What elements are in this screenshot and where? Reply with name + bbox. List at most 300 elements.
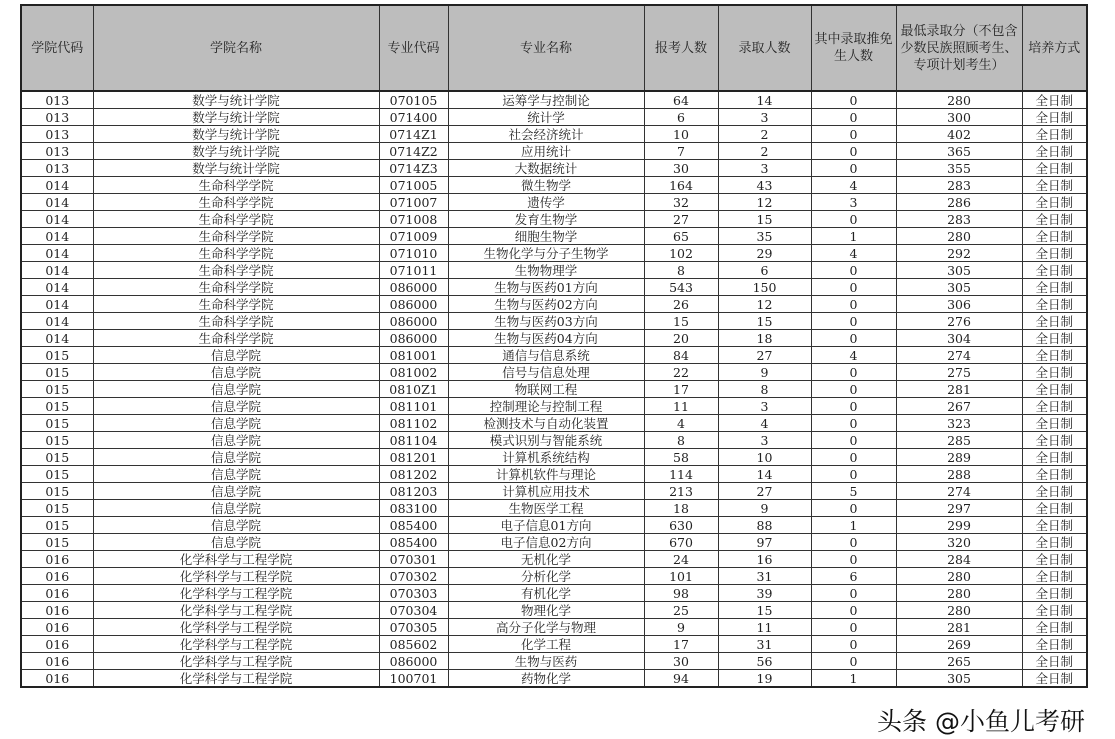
table-cell: 299 (896, 517, 1022, 534)
watermark: 头条 @小鱼儿考研 (877, 707, 1085, 736)
table-cell: 0 (811, 279, 896, 296)
table-cell: 292 (896, 245, 1022, 262)
table-cell: 0 (811, 415, 896, 432)
table-cell: 全日制 (1022, 313, 1087, 330)
table-cell: 630 (644, 517, 718, 534)
table-row (21, 602, 1087, 619)
table-cell: 全日制 (1022, 245, 1087, 262)
table-cell: 信息学院 (93, 483, 379, 500)
table-cell: 0 (811, 160, 896, 177)
table-cell: 64 (644, 91, 718, 109)
table-cell: 0 (811, 143, 896, 160)
table-cell: 015 (21, 483, 93, 500)
table-cell: 65 (644, 228, 718, 245)
table-cell: 3 (718, 109, 811, 126)
table-cell: 0 (811, 636, 896, 653)
table-cell: 081101 (379, 398, 448, 415)
table-cell: 0 (811, 262, 896, 279)
table-cell: 数学与统计学院 (93, 160, 379, 177)
table-cell: 98 (644, 585, 718, 602)
table-cell: 31 (718, 636, 811, 653)
table-cell: 4 (811, 177, 896, 194)
table-cell: 016 (21, 585, 93, 602)
table-cell: 全日制 (1022, 449, 1087, 466)
table-cell: 015 (21, 432, 93, 449)
table-cell: 物理化学 (448, 602, 644, 619)
table-row (21, 585, 1087, 602)
table-cell: 276 (896, 313, 1022, 330)
table-cell: 39 (718, 585, 811, 602)
table-cell: 015 (21, 415, 93, 432)
table-row (21, 415, 1087, 432)
table-cell: 267 (896, 398, 1022, 415)
table-cell: 016 (21, 619, 93, 636)
table-cell: 全日制 (1022, 636, 1087, 653)
table-cell: 15 (644, 313, 718, 330)
table-cell: 014 (21, 330, 93, 347)
table-row (21, 551, 1087, 568)
table-cell: 269 (896, 636, 1022, 653)
table-cell: 统计学 (448, 109, 644, 126)
table-cell: 15 (718, 602, 811, 619)
table-cell: 288 (896, 466, 1022, 483)
table-cell: 信息学院 (93, 347, 379, 364)
table-cell: 071011 (379, 262, 448, 279)
table-cell: 27 (718, 483, 811, 500)
table-cell: 20 (644, 330, 718, 347)
table-cell: 6 (718, 262, 811, 279)
table-cell: 生命科学学院 (93, 211, 379, 228)
table-row (21, 313, 1087, 330)
table-cell: 5 (811, 483, 896, 500)
table-cell: 670 (644, 534, 718, 551)
table-cell: 全日制 (1022, 619, 1087, 636)
table-cell: 086000 (379, 296, 448, 313)
table-cell: 0 (811, 653, 896, 670)
table-cell: 信息学院 (93, 449, 379, 466)
table-cell: 17 (644, 636, 718, 653)
column-header: 学院代码 (21, 5, 93, 91)
table-cell: 化学科学与工程学院 (93, 670, 379, 688)
table-cell: 24 (644, 551, 718, 568)
table-cell: 模式识别与智能系统 (448, 432, 644, 449)
table-cell: 014 (21, 177, 93, 194)
table-cell: 0810Z1 (379, 381, 448, 398)
table-cell: 全日制 (1022, 415, 1087, 432)
table-cell: 全日制 (1022, 91, 1087, 109)
table-cell: 计算机应用技术 (448, 483, 644, 500)
table-row (21, 91, 1087, 109)
table-cell: 280 (896, 585, 1022, 602)
table-cell: 9 (718, 364, 811, 381)
table-cell: 014 (21, 245, 93, 262)
table-cell: 014 (21, 194, 93, 211)
table-cell: 12 (718, 194, 811, 211)
table-cell: 2 (718, 126, 811, 143)
table-cell: 全日制 (1022, 330, 1087, 347)
table-cell: 071010 (379, 245, 448, 262)
table-cell: 071400 (379, 109, 448, 126)
table-row (21, 568, 1087, 585)
table-cell: 27 (718, 347, 811, 364)
table-cell: 全日制 (1022, 211, 1087, 228)
table-cell: 全日制 (1022, 279, 1087, 296)
table-cell: 应用统计 (448, 143, 644, 160)
table-cell: 检测技术与自动化装置 (448, 415, 644, 432)
table-cell: 全日制 (1022, 109, 1087, 126)
table-cell: 280 (896, 228, 1022, 245)
table-cell: 015 (21, 534, 93, 551)
table-cell: 283 (896, 211, 1022, 228)
table-row (21, 364, 1087, 381)
table-cell: 281 (896, 381, 1022, 398)
table-row (21, 177, 1087, 194)
table-cell: 全日制 (1022, 517, 1087, 534)
table-cell: 355 (896, 160, 1022, 177)
table-cell: 数学与统计学院 (93, 143, 379, 160)
table-cell: 083100 (379, 500, 448, 517)
column-header: 录取人数 (718, 5, 811, 91)
table-cell: 全日制 (1022, 228, 1087, 245)
column-header: 培养方式 (1022, 5, 1087, 91)
table-cell: 013 (21, 126, 93, 143)
table-cell: 生命科学学院 (93, 330, 379, 347)
table-cell: 305 (896, 279, 1022, 296)
table-cell: 全日制 (1022, 126, 1087, 143)
table-cell: 全日制 (1022, 143, 1087, 160)
table-cell: 化学科学与工程学院 (93, 619, 379, 636)
table-cell: 1 (811, 228, 896, 245)
table-row (21, 211, 1087, 228)
table-cell: 计算机系统结构 (448, 449, 644, 466)
table-cell: 97 (718, 534, 811, 551)
table-cell: 0 (811, 313, 896, 330)
table-cell: 分析化学 (448, 568, 644, 585)
table-cell: 生命科学学院 (93, 262, 379, 279)
table-cell: 016 (21, 568, 93, 585)
table-cell: 4 (811, 245, 896, 262)
table-cell: 全日制 (1022, 296, 1087, 313)
table-cell: 信息学院 (93, 381, 379, 398)
table-cell: 015 (21, 398, 93, 415)
table-cell: 12 (718, 296, 811, 313)
header-row (21, 5, 1087, 91)
table-cell: 全日制 (1022, 602, 1087, 619)
table-row (21, 296, 1087, 313)
table-cell: 085602 (379, 636, 448, 653)
table-cell: 274 (896, 483, 1022, 500)
table-row (21, 330, 1087, 347)
table-cell: 0 (811, 296, 896, 313)
table-row (21, 483, 1087, 500)
table-cell: 071007 (379, 194, 448, 211)
table-cell: 081001 (379, 347, 448, 364)
table-cell: 071009 (379, 228, 448, 245)
table-cell: 320 (896, 534, 1022, 551)
table-cell: 26 (644, 296, 718, 313)
table-cell: 114 (644, 466, 718, 483)
table-cell: 0 (811, 364, 896, 381)
table-cell: 323 (896, 415, 1022, 432)
table-cell: 化学科学与工程学院 (93, 568, 379, 585)
table-cell: 280 (896, 602, 1022, 619)
table-cell: 081203 (379, 483, 448, 500)
table-cell: 22 (644, 364, 718, 381)
table-cell: 全日制 (1022, 347, 1087, 364)
table-cell: 数学与统计学院 (93, 91, 379, 109)
table-cell: 070302 (379, 568, 448, 585)
table-cell: 7 (644, 143, 718, 160)
table-cell: 全日制 (1022, 160, 1087, 177)
table-cell: 086000 (379, 279, 448, 296)
admission-table (20, 4, 1088, 688)
table-cell: 283 (896, 177, 1022, 194)
table-cell: 543 (644, 279, 718, 296)
table-cell: 14 (718, 466, 811, 483)
table-cell: 2 (718, 143, 811, 160)
table-cell: 0 (811, 500, 896, 517)
table-cell: 014 (21, 211, 93, 228)
column-header: 专业代码 (379, 5, 448, 91)
table-cell: 015 (21, 500, 93, 517)
table-cell: 药物化学 (448, 670, 644, 688)
table-cell: 013 (21, 91, 93, 109)
table-cell: 11 (718, 619, 811, 636)
table-cell: 信息学院 (93, 398, 379, 415)
table-cell: 070305 (379, 619, 448, 636)
table-cell: 0 (811, 534, 896, 551)
table-cell: 遗传学 (448, 194, 644, 211)
table-cell: 085400 (379, 534, 448, 551)
table-cell: 081202 (379, 466, 448, 483)
table-row (21, 398, 1087, 415)
table-cell: 大数据统计 (448, 160, 644, 177)
table-cell: 6 (644, 109, 718, 126)
table-cell: 物联网工程 (448, 381, 644, 398)
table-row (21, 143, 1087, 160)
table-cell: 生命科学学院 (93, 194, 379, 211)
table-cell: 013 (21, 160, 93, 177)
table-cell: 281 (896, 619, 1022, 636)
table-cell: 全日制 (1022, 568, 1087, 585)
table-cell: 运筹学与控制论 (448, 91, 644, 109)
table-cell: 070303 (379, 585, 448, 602)
table-row (21, 126, 1087, 143)
table-row (21, 245, 1087, 262)
table-cell: 生物与医药02方向 (448, 296, 644, 313)
table-cell: 0 (811, 109, 896, 126)
table-cell: 43 (718, 177, 811, 194)
table-row (21, 636, 1087, 653)
table-row (21, 619, 1087, 636)
table-cell: 社会经济统计 (448, 126, 644, 143)
table-cell: 信息学院 (93, 466, 379, 483)
table-cell: 生命科学学院 (93, 245, 379, 262)
table-cell: 信息学院 (93, 517, 379, 534)
table-cell: 全日制 (1022, 483, 1087, 500)
table-cell: 10 (718, 449, 811, 466)
table-cell: 070304 (379, 602, 448, 619)
table-cell: 305 (896, 670, 1022, 688)
table-cell: 1 (811, 670, 896, 688)
table-row (21, 228, 1087, 245)
table-cell: 014 (21, 262, 93, 279)
table-cell: 0 (811, 619, 896, 636)
table-cell: 信息学院 (93, 364, 379, 381)
table-row (21, 381, 1087, 398)
table-cell: 无机化学 (448, 551, 644, 568)
table-cell: 0714Z1 (379, 126, 448, 143)
table-cell: 3 (718, 432, 811, 449)
table-cell: 电子信息01方向 (448, 517, 644, 534)
table-cell: 016 (21, 551, 93, 568)
table-cell: 信息学院 (93, 432, 379, 449)
table-cell: 275 (896, 364, 1022, 381)
table-cell: 有机化学 (448, 585, 644, 602)
table-cell: 生物与医药04方向 (448, 330, 644, 347)
table-cell: 18 (644, 500, 718, 517)
table-row (21, 279, 1087, 296)
table-cell: 10 (644, 126, 718, 143)
table-cell: 生物化学与分子生物学 (448, 245, 644, 262)
table-cell: 014 (21, 228, 93, 245)
table-cell: 15 (718, 313, 811, 330)
table-cell: 全日制 (1022, 177, 1087, 194)
table-row (21, 160, 1087, 177)
table-cell: 生命科学学院 (93, 177, 379, 194)
table-cell: 0714Z3 (379, 160, 448, 177)
table-cell: 4 (718, 415, 811, 432)
table-cell: 30 (644, 653, 718, 670)
table-cell: 94 (644, 670, 718, 688)
table-cell: 015 (21, 364, 93, 381)
table-row (21, 347, 1087, 364)
table-cell: 086000 (379, 330, 448, 347)
table-cell: 015 (21, 466, 93, 483)
table-row (21, 517, 1087, 534)
table-cell: 生命科学学院 (93, 279, 379, 296)
table-cell: 14 (718, 91, 811, 109)
table-cell: 细胞生物学 (448, 228, 644, 245)
table-cell: 015 (21, 517, 93, 534)
table-row (21, 194, 1087, 211)
table-cell: 88 (718, 517, 811, 534)
table-cell: 化学科学与工程学院 (93, 551, 379, 568)
table-cell: 0 (811, 602, 896, 619)
table-cell: 086000 (379, 313, 448, 330)
table-cell: 15 (718, 211, 811, 228)
table-cell: 0714Z2 (379, 143, 448, 160)
table-cell: 101 (644, 568, 718, 585)
table-cell: 化学工程 (448, 636, 644, 653)
table-cell: 数学与统计学院 (93, 126, 379, 143)
table-cell: 高分子化学与物理 (448, 619, 644, 636)
table-cell: 化学科学与工程学院 (93, 636, 379, 653)
table-cell: 全日制 (1022, 398, 1087, 415)
table-row (21, 653, 1087, 670)
table-cell: 070301 (379, 551, 448, 568)
table-cell: 284 (896, 551, 1022, 568)
table-cell: 0 (811, 91, 896, 109)
table-cell: 全日制 (1022, 381, 1087, 398)
table-cell: 015 (21, 449, 93, 466)
table-row (21, 262, 1087, 279)
table-cell: 信息学院 (93, 415, 379, 432)
table-cell: 265 (896, 653, 1022, 670)
table-cell: 085400 (379, 517, 448, 534)
table-cell: 102 (644, 245, 718, 262)
table-cell: 生物与医药01方向 (448, 279, 644, 296)
table-cell: 3 (718, 160, 811, 177)
table-cell: 071008 (379, 211, 448, 228)
table-cell: 29 (718, 245, 811, 262)
table-cell: 27 (644, 211, 718, 228)
table-cell: 164 (644, 177, 718, 194)
table-cell: 8 (644, 262, 718, 279)
table-cell: 081002 (379, 364, 448, 381)
table-row (21, 500, 1087, 517)
table-cell: 289 (896, 449, 1022, 466)
table-cell: 0 (811, 449, 896, 466)
column-header: 专业名称 (448, 5, 644, 91)
table-cell: 全日制 (1022, 466, 1087, 483)
column-header: 学院名称 (93, 5, 379, 91)
table-row (21, 449, 1087, 466)
table-cell: 16 (718, 551, 811, 568)
table-row (21, 432, 1087, 449)
table-cell: 生物物理学 (448, 262, 644, 279)
table-cell: 014 (21, 296, 93, 313)
table-cell: 生物医学工程 (448, 500, 644, 517)
table-cell: 0 (811, 211, 896, 228)
table-cell: 35 (718, 228, 811, 245)
table-cell: 信息学院 (93, 534, 379, 551)
table-cell: 生命科学学院 (93, 313, 379, 330)
table-cell: 0 (811, 398, 896, 415)
table-cell: 化学科学与工程学院 (93, 653, 379, 670)
table-cell: 电子信息02方向 (448, 534, 644, 551)
table-cell: 402 (896, 126, 1022, 143)
column-header: 最低录取分（不包含少数民族照顾考生、专项计划考生） (896, 5, 1022, 91)
table-cell: 280 (896, 568, 1022, 585)
table-cell: 56 (718, 653, 811, 670)
table-cell: 070105 (379, 91, 448, 109)
table-cell: 016 (21, 602, 93, 619)
table-cell: 304 (896, 330, 1022, 347)
column-header: 报考人数 (644, 5, 718, 91)
table-cell: 18 (718, 330, 811, 347)
table-cell: 58 (644, 449, 718, 466)
table-cell: 365 (896, 143, 1022, 160)
table-cell: 3 (811, 194, 896, 211)
table-cell: 8 (718, 381, 811, 398)
table-cell: 0 (811, 551, 896, 568)
table-cell: 305 (896, 262, 1022, 279)
table-row (21, 670, 1087, 688)
table-cell: 016 (21, 653, 93, 670)
table-cell: 0 (811, 126, 896, 143)
table-cell: 016 (21, 670, 93, 688)
table-row (21, 109, 1087, 126)
table-cell: 化学科学与工程学院 (93, 585, 379, 602)
table-cell: 全日制 (1022, 534, 1087, 551)
table-cell: 全日制 (1022, 551, 1087, 568)
table-cell: 数学与统计学院 (93, 109, 379, 126)
table-cell: 286 (896, 194, 1022, 211)
table-cell: 全日制 (1022, 364, 1087, 381)
table-cell: 19 (718, 670, 811, 688)
table-cell: 84 (644, 347, 718, 364)
